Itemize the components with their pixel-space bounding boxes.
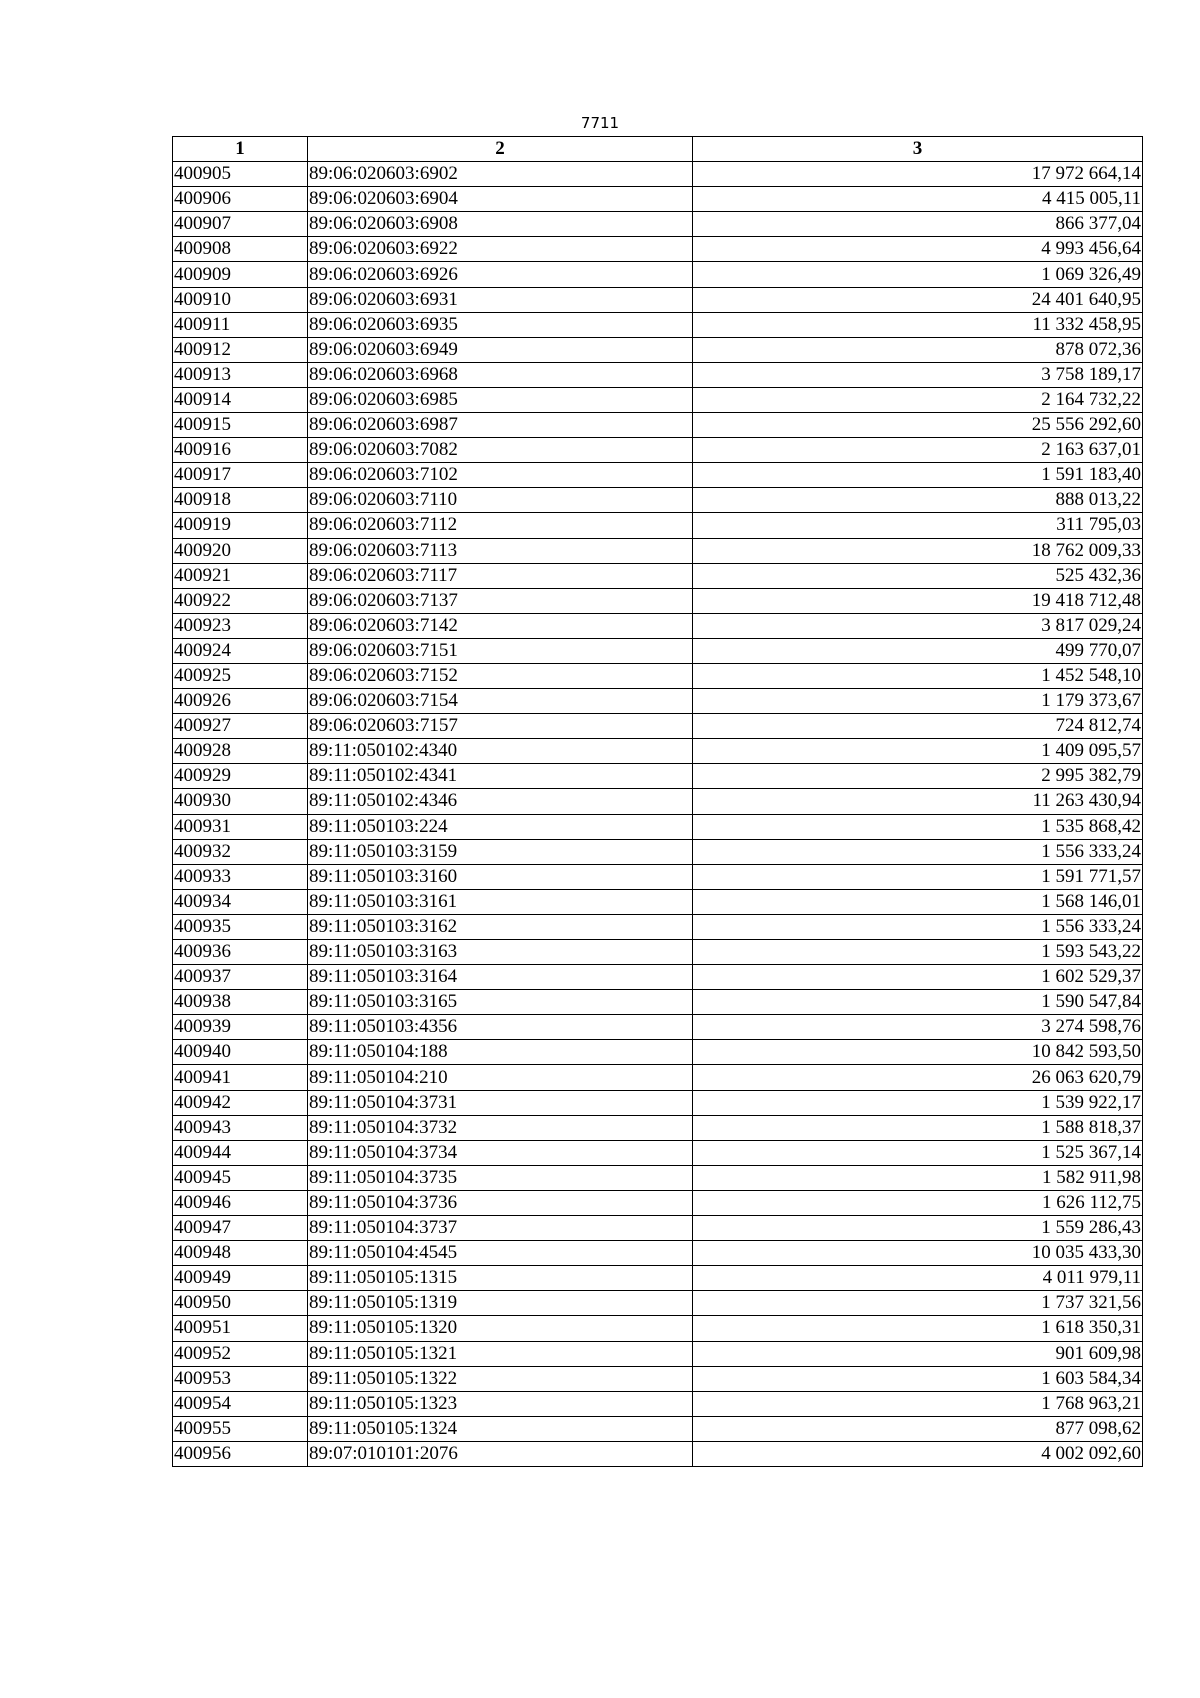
- value-cell: 1 591 771,57: [693, 864, 1143, 889]
- value-cell: 19 418 712,48: [693, 588, 1143, 613]
- row-number-cell: 400920: [173, 538, 308, 563]
- table-body: [173, 162, 1143, 1467]
- cadastral-number-cell: 89:11:050105:1315: [308, 1266, 693, 1291]
- cadastral-number-cell: 89:11:050104:3735: [308, 1165, 693, 1190]
- table-row: [173, 739, 1143, 764]
- cadastral-number-cell: 89:11:050104:3737: [308, 1216, 693, 1241]
- row-number-cell: 400934: [173, 889, 308, 914]
- table-row: [173, 689, 1143, 714]
- table-row: [173, 940, 1143, 965]
- row-number-cell: 400939: [173, 1015, 308, 1040]
- cadastral-number-cell: 89:06:020603:6902: [308, 162, 693, 187]
- row-number-cell: 400943: [173, 1115, 308, 1140]
- cadastral-number-cell: 89:11:050103:3162: [308, 914, 693, 939]
- table-row: [173, 1040, 1143, 1065]
- table-row: [173, 588, 1143, 613]
- row-number-cell: 400912: [173, 337, 308, 362]
- table-row: [173, 538, 1143, 563]
- table-row: [173, 1241, 1143, 1266]
- table-row: [173, 990, 1143, 1015]
- row-number-cell: 400930: [173, 789, 308, 814]
- table-row: [173, 1266, 1143, 1291]
- cadastral-number-cell: 89:06:020603:7082: [308, 438, 693, 463]
- table-row: [173, 1441, 1143, 1466]
- row-number-cell: 400918: [173, 488, 308, 513]
- cadastral-number-cell: 89:06:020603:7102: [308, 463, 693, 488]
- table-row: [173, 438, 1143, 463]
- table-row: [173, 789, 1143, 814]
- row-number-cell: 400944: [173, 1140, 308, 1165]
- value-cell: 1 179 373,67: [693, 689, 1143, 714]
- row-number-cell: 400928: [173, 739, 308, 764]
- cadastral-number-cell: 89:06:020603:7112: [308, 513, 693, 538]
- cadastral-number-cell: 89:11:050105:1320: [308, 1316, 693, 1341]
- value-cell: 724 812,74: [693, 714, 1143, 739]
- value-cell: 2 163 637,01: [693, 438, 1143, 463]
- table-row: [173, 1291, 1143, 1316]
- value-cell: 3 274 598,76: [693, 1015, 1143, 1040]
- cadastral-number-cell: 89:06:020603:6904: [308, 187, 693, 212]
- cadastral-number-cell: 89:11:050104:3732: [308, 1115, 693, 1140]
- cadastral-number-cell: 89:06:020603:6935: [308, 312, 693, 337]
- row-number-cell: 400907: [173, 212, 308, 237]
- table-row: [173, 638, 1143, 663]
- cadastral-number-cell: 89:06:020603:7142: [308, 613, 693, 638]
- cadastral-number-cell: 89:06:020603:7157: [308, 714, 693, 739]
- table-row: [173, 488, 1143, 513]
- value-cell: 525 432,36: [693, 563, 1143, 588]
- row-number-cell: 400950: [173, 1291, 308, 1316]
- value-cell: 1 588 818,37: [693, 1115, 1143, 1140]
- data-table: [172, 136, 1143, 1467]
- row-number-cell: 400917: [173, 463, 308, 488]
- table-row: [173, 513, 1143, 538]
- table-row: [173, 814, 1143, 839]
- row-number-cell: 400942: [173, 1090, 308, 1115]
- table-row: [173, 287, 1143, 312]
- cadastral-number-cell: 89:06:020603:7152: [308, 663, 693, 688]
- value-cell: 2 995 382,79: [693, 764, 1143, 789]
- column-header-3: 3: [693, 137, 1143, 162]
- value-cell: 1 535 868,42: [693, 814, 1143, 839]
- row-number-cell: 400919: [173, 513, 308, 538]
- value-cell: 1 590 547,84: [693, 990, 1143, 1015]
- cadastral-number-cell: 89:06:020603:6908: [308, 212, 693, 237]
- cadastral-number-cell: 89:07:010101:2076: [308, 1441, 693, 1466]
- row-number-cell: 400936: [173, 940, 308, 965]
- table-row: [173, 965, 1143, 990]
- row-number-cell: 400908: [173, 237, 308, 262]
- value-cell: 1 591 183,40: [693, 463, 1143, 488]
- cadastral-number-cell: 89:06:020603:7137: [308, 588, 693, 613]
- value-cell: 4 415 005,11: [693, 187, 1143, 212]
- row-number-cell: 400949: [173, 1266, 308, 1291]
- cadastral-number-cell: 89:11:050103:3165: [308, 990, 693, 1015]
- cadastral-number-cell: 89:11:050103:3163: [308, 940, 693, 965]
- cadastral-number-cell: 89:06:020603:7154: [308, 689, 693, 714]
- value-cell: 11 332 458,95: [693, 312, 1143, 337]
- cadastral-number-cell: 89:06:020603:6926: [308, 262, 693, 287]
- table-row: [173, 1416, 1143, 1441]
- table-row: [173, 1115, 1143, 1140]
- value-cell: 1 737 321,56: [693, 1291, 1143, 1316]
- cadastral-number-cell: 89:06:020603:7113: [308, 538, 693, 563]
- row-number-cell: 400924: [173, 638, 308, 663]
- cadastral-number-cell: 89:11:050105:1321: [308, 1341, 693, 1366]
- cadastral-number-cell: 89:11:050105:1323: [308, 1391, 693, 1416]
- table-row: [173, 1165, 1143, 1190]
- row-number-cell: 400914: [173, 387, 308, 412]
- table-row: [173, 1391, 1143, 1416]
- row-number-cell: 400916: [173, 438, 308, 463]
- row-number-cell: 400940: [173, 1040, 308, 1065]
- cadastral-number-cell: 89:11:050105:1322: [308, 1366, 693, 1391]
- table-row: [173, 1140, 1143, 1165]
- cadastral-number-cell: 89:11:050104:188: [308, 1040, 693, 1065]
- cadastral-number-cell: 89:06:020603:6931: [308, 287, 693, 312]
- table-row: [173, 864, 1143, 889]
- row-number-cell: 400935: [173, 914, 308, 939]
- row-number-cell: 400923: [173, 613, 308, 638]
- row-number-cell: 400952: [173, 1341, 308, 1366]
- cadastral-number-cell: 89:11:050105:1324: [308, 1416, 693, 1441]
- cadastral-number-cell: 89:11:050103:3164: [308, 965, 693, 990]
- table-row: [173, 1316, 1143, 1341]
- value-cell: 1 618 350,31: [693, 1316, 1143, 1341]
- table-row: [173, 387, 1143, 412]
- cadastral-number-cell: 89:06:020603:6922: [308, 237, 693, 262]
- table-row: [173, 1216, 1143, 1241]
- value-cell: 499 770,07: [693, 638, 1143, 663]
- cadastral-number-cell: 89:06:020603:6987: [308, 413, 693, 438]
- cadastral-number-cell: 89:11:050103:224: [308, 814, 693, 839]
- value-cell: 3 817 029,24: [693, 613, 1143, 638]
- value-cell: 888 013,22: [693, 488, 1143, 513]
- row-number-cell: 400954: [173, 1391, 308, 1416]
- table-row: [173, 162, 1143, 187]
- table-row: [173, 187, 1143, 212]
- header-row: [173, 137, 1143, 162]
- row-number-cell: 400915: [173, 413, 308, 438]
- value-cell: 878 072,36: [693, 337, 1143, 362]
- cadastral-number-cell: 89:06:020603:6985: [308, 387, 693, 412]
- value-cell: 1 452 548,10: [693, 663, 1143, 688]
- cadastral-number-cell: 89:11:050103:3160: [308, 864, 693, 889]
- value-cell: 4 011 979,11: [693, 1266, 1143, 1291]
- table-row: [173, 1341, 1143, 1366]
- cadastral-number-cell: 89:11:050102:4340: [308, 739, 693, 764]
- table-row: [173, 262, 1143, 287]
- row-number-cell: 400937: [173, 965, 308, 990]
- row-number-cell: 400946: [173, 1190, 308, 1215]
- table-row: [173, 1190, 1143, 1215]
- value-cell: 1 559 286,43: [693, 1216, 1143, 1241]
- value-cell: 1 593 543,22: [693, 940, 1143, 965]
- row-number-cell: 400929: [173, 764, 308, 789]
- cadastral-number-cell: 89:06:020603:6968: [308, 362, 693, 387]
- value-cell: 1 525 367,14: [693, 1140, 1143, 1165]
- column-header-1: 1: [173, 137, 308, 162]
- value-cell: 1 409 095,57: [693, 739, 1143, 764]
- cadastral-number-cell: 89:11:050102:4341: [308, 764, 693, 789]
- row-number-cell: 400941: [173, 1065, 308, 1090]
- table-header: [173, 137, 1143, 162]
- row-number-cell: 400933: [173, 864, 308, 889]
- value-cell: 1 582 911,98: [693, 1165, 1143, 1190]
- row-number-cell: 400927: [173, 714, 308, 739]
- table-row: [173, 1366, 1143, 1391]
- table-row: [173, 237, 1143, 262]
- value-cell: 1 568 146,01: [693, 889, 1143, 914]
- table-row: [173, 764, 1143, 789]
- table-row: [173, 1015, 1143, 1040]
- value-cell: 3 758 189,17: [693, 362, 1143, 387]
- row-number-cell: 400910: [173, 287, 308, 312]
- value-cell: 25 556 292,60: [693, 413, 1143, 438]
- cadastral-number-cell: 89:11:050104:210: [308, 1065, 693, 1090]
- cadastral-number-cell: 89:06:020603:6949: [308, 337, 693, 362]
- row-number-cell: 400953: [173, 1366, 308, 1391]
- value-cell: 866 377,04: [693, 212, 1143, 237]
- table-row: [173, 714, 1143, 739]
- cadastral-number-cell: 89:11:050104:3736: [308, 1190, 693, 1215]
- value-cell: 24 401 640,95: [693, 287, 1143, 312]
- cadastral-number-cell: 89:06:020603:7117: [308, 563, 693, 588]
- cadastral-number-cell: 89:11:050103:4356: [308, 1015, 693, 1040]
- row-number-cell: 400951: [173, 1316, 308, 1341]
- cadastral-number-cell: 89:11:050103:3159: [308, 839, 693, 864]
- table-row: [173, 914, 1143, 939]
- row-number-cell: 400932: [173, 839, 308, 864]
- row-number-cell: 400956: [173, 1441, 308, 1466]
- row-number-cell: 400948: [173, 1241, 308, 1266]
- value-cell: 1 069 326,49: [693, 262, 1143, 287]
- row-number-cell: 400938: [173, 990, 308, 1015]
- row-number-cell: 400909: [173, 262, 308, 287]
- table-row: [173, 1065, 1143, 1090]
- value-cell: 1 602 529,37: [693, 965, 1143, 990]
- row-number-cell: 400913: [173, 362, 308, 387]
- value-cell: 4 002 092,60: [693, 1441, 1143, 1466]
- table-row: [173, 463, 1143, 488]
- row-number-cell: 400906: [173, 187, 308, 212]
- table-row: [173, 663, 1143, 688]
- value-cell: 877 098,62: [693, 1416, 1143, 1441]
- cadastral-number-cell: 89:11:050105:1319: [308, 1291, 693, 1316]
- table-row: [173, 563, 1143, 588]
- row-number-cell: 400931: [173, 814, 308, 839]
- row-number-cell: 400911: [173, 312, 308, 337]
- row-number-cell: 400922: [173, 588, 308, 613]
- cadastral-number-cell: 89:11:050103:3161: [308, 889, 693, 914]
- value-cell: 1 603 584,34: [693, 1366, 1143, 1391]
- table-row: [173, 312, 1143, 337]
- table-row: [173, 839, 1143, 864]
- cadastral-number-cell: 89:06:020603:7110: [308, 488, 693, 513]
- cadastral-number-cell: 89:11:050104:3731: [308, 1090, 693, 1115]
- value-cell: 10 035 433,30: [693, 1241, 1143, 1266]
- value-cell: 2 164 732,22: [693, 387, 1143, 412]
- value-cell: 10 842 593,50: [693, 1040, 1143, 1065]
- row-number-cell: 400947: [173, 1216, 308, 1241]
- value-cell: 26 063 620,79: [693, 1065, 1143, 1090]
- row-number-cell: 400926: [173, 689, 308, 714]
- value-cell: 17 972 664,14: [693, 162, 1143, 187]
- value-cell: 311 795,03: [693, 513, 1143, 538]
- cadastral-number-cell: 89:11:050104:3734: [308, 1140, 693, 1165]
- row-number-cell: 400945: [173, 1165, 308, 1190]
- table-row: [173, 889, 1143, 914]
- page-number: 7711: [580, 114, 620, 132]
- table-row: [173, 337, 1143, 362]
- value-cell: 4 993 456,64: [693, 237, 1143, 262]
- value-cell: 1 556 333,24: [693, 914, 1143, 939]
- value-cell: 1 556 333,24: [693, 839, 1143, 864]
- value-cell: 1 768 963,21: [693, 1391, 1143, 1416]
- table-row: [173, 1090, 1143, 1115]
- value-cell: 1 626 112,75: [693, 1190, 1143, 1215]
- value-cell: 1 539 922,17: [693, 1090, 1143, 1115]
- row-number-cell: 400905: [173, 162, 308, 187]
- row-number-cell: 400955: [173, 1416, 308, 1441]
- row-number-cell: 400925: [173, 663, 308, 688]
- value-cell: 18 762 009,33: [693, 538, 1143, 563]
- table-row: [173, 212, 1143, 237]
- table-row: [173, 362, 1143, 387]
- table-row: [173, 413, 1143, 438]
- row-number-cell: 400921: [173, 563, 308, 588]
- value-cell: 11 263 430,94: [693, 789, 1143, 814]
- table-row: [173, 613, 1143, 638]
- column-header-2: 2: [308, 137, 693, 162]
- cadastral-number-cell: 89:06:020603:7151: [308, 638, 693, 663]
- cadastral-number-cell: 89:11:050104:4545: [308, 1241, 693, 1266]
- cadastral-number-cell: 89:11:050102:4346: [308, 789, 693, 814]
- value-cell: 901 609,98: [693, 1341, 1143, 1366]
